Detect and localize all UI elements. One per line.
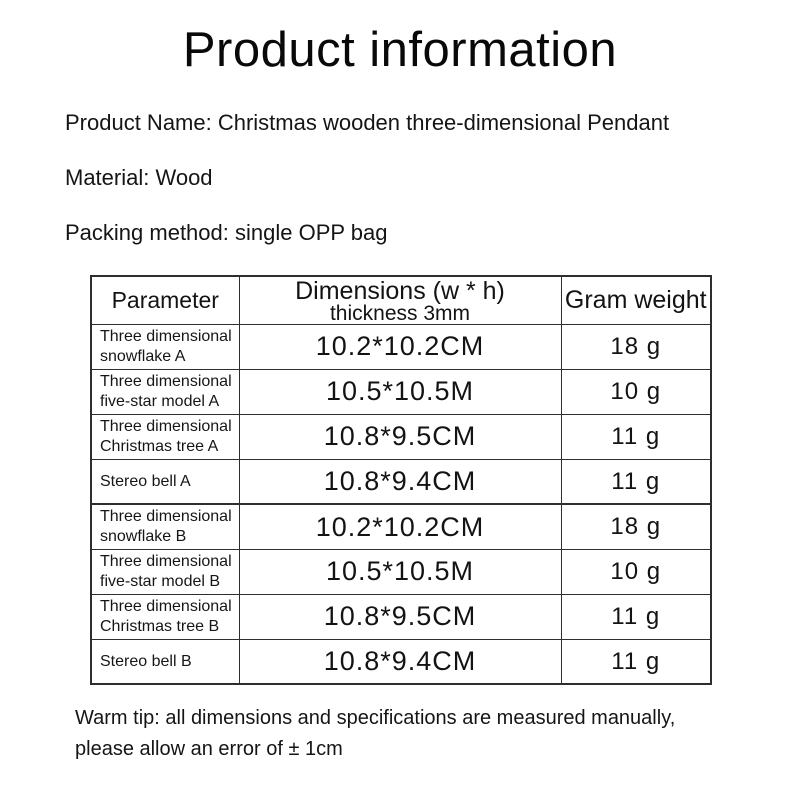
packing-method-line: Packing method: single OPP bag — [65, 220, 388, 246]
parameter-cell: Three dimensional snowflake B — [91, 504, 239, 549]
parameter-cell: Three dimensional snowflake A — [91, 324, 239, 369]
table-row — [91, 549, 711, 594]
table-header-row — [91, 276, 711, 324]
dimensions-header-main: Dimensions (w * h) — [295, 276, 505, 305]
table-row — [91, 639, 711, 684]
dimensions-header-sub: thickness 3mm — [329, 301, 471, 325]
parameter-cell: Three dimensional five-star model A — [91, 369, 239, 414]
warm-tip-line-1: Warm tip: all dimensions and specifications are measured manually, — [75, 707, 676, 730]
product-information-page — [0, 22, 800, 800]
dimensions-cell: 10.2*10.2CM — [239, 504, 561, 549]
product-name-line: Product Name: Christmas wooden three-dimensional Pendant — [65, 110, 670, 136]
warm-tip — [75, 703, 800, 765]
table-row — [91, 414, 711, 459]
dimensions-cell: 10.8*9.4CM — [239, 459, 561, 504]
table-row — [91, 504, 711, 549]
weight-cell: 18 g — [561, 504, 711, 549]
dimensions-cell: 10.2*10.2CM — [239, 324, 561, 369]
material-line: Material: Wood — [65, 165, 213, 191]
table-row — [91, 594, 711, 639]
table-row — [91, 324, 711, 369]
dimensions-cell: 10.8*9.4CM — [239, 639, 561, 684]
column-header-parameter: Parameter — [91, 276, 239, 324]
weight-cell: 18 g — [561, 324, 711, 369]
weight-cell: 11 g — [561, 594, 711, 639]
dimensions-cell: 10.5*10.5M — [239, 549, 561, 594]
weight-cell: 11 g — [561, 459, 711, 504]
dimensions-cell: 10.8*9.5CM — [239, 414, 561, 459]
parameter-cell: Three dimensional five-star model B — [91, 549, 239, 594]
weight-cell: 11 g — [561, 414, 711, 459]
column-header-dimensions — [239, 276, 561, 324]
page-title: Product information — [182, 23, 618, 77]
product-spec-table — [90, 275, 712, 685]
parameter-cell: Three dimensional Christmas tree B — [91, 594, 239, 639]
column-header-gram-weight: Gram weight — [561, 276, 711, 324]
table-row — [91, 369, 711, 414]
parameter-cell: Three dimensional Christmas tree A — [91, 414, 239, 459]
parameter-cell: Stereo bell B — [91, 639, 239, 684]
parameter-cell: Stereo bell A — [91, 459, 239, 504]
weight-cell: 11 g — [561, 639, 711, 684]
product-info-block — [65, 110, 800, 246]
table-row — [91, 459, 711, 504]
weight-cell: 10 g — [561, 549, 711, 594]
dimensions-cell: 10.8*9.5CM — [239, 594, 561, 639]
weight-cell: 10 g — [561, 369, 711, 414]
warm-tip-line-2: please allow an error of ± 1cm — [75, 738, 343, 761]
dimensions-cell: 10.5*10.5M — [239, 369, 561, 414]
